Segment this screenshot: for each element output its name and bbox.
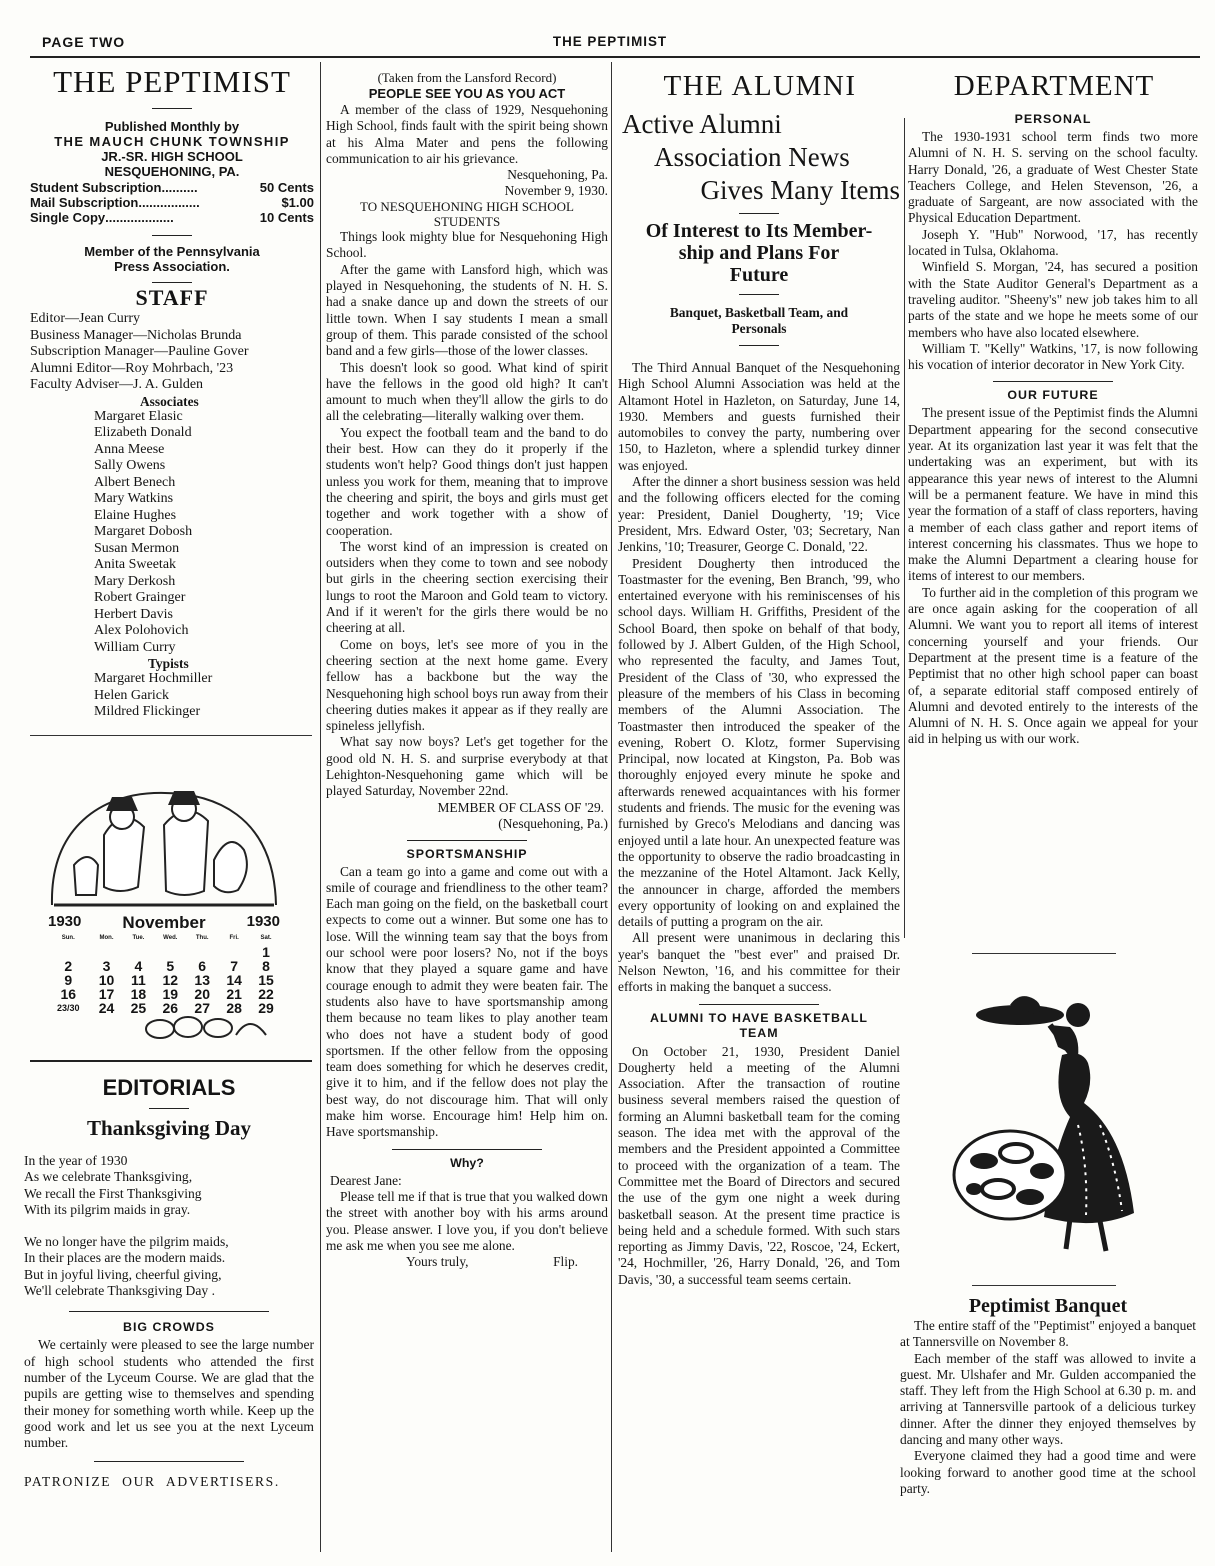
rate-dots: ................... <box>105 210 174 225</box>
poem-stanza <box>24 1153 314 1218</box>
why-sign-name: Flip. <box>553 1254 578 1270</box>
section-rule <box>972 953 1116 954</box>
calendar-day: 8 <box>262 958 270 974</box>
alumni-banner-left: THE ALUMNI <box>663 70 857 102</box>
alumni-headline-2: Association News <box>654 142 850 172</box>
divider <box>407 840 527 841</box>
alumni-headline-3: Gives Many Items <box>700 175 900 205</box>
poem-line: With its pilgrim maids in gray. <box>24 1201 191 1217</box>
section-rule <box>30 735 312 736</box>
divider <box>152 235 192 236</box>
banquet-paragraph: The entire staff of the "Peptimist" enjoyed a banquet at Tannersville on November 8. <box>900 1318 1196 1350</box>
alumni-paragraph: All present were unanimous in declaring this year's banquet the "best ever" and praised Dr. Nelson Newton, '16, and his committee for their efforts in making the banquet a success. <box>618 930 900 995</box>
divider <box>69 1311 269 1312</box>
calendar-day: 18 <box>130 986 147 1002</box>
divider <box>392 1149 542 1150</box>
calendar-week <box>46 959 282 973</box>
masthead-publisher: THE MAUCH CHUNK TOWNSHIP <box>54 134 290 149</box>
masthead-title: THE PEPTIMIST <box>53 64 291 99</box>
calendar-month: November <box>122 913 206 932</box>
calendar-week <box>46 945 282 959</box>
calendar-day: 7 <box>230 958 238 974</box>
day-name: Thu. <box>195 935 209 941</box>
staff-title: STAFF <box>135 285 209 310</box>
calendar-day: 19 <box>162 986 179 1002</box>
why-title: Why? <box>450 1155 484 1170</box>
rate-price: $1.00 <box>281 195 314 210</box>
personal-title: PERSONAL <box>1014 112 1092 126</box>
typist-name: Mildred Flickinger <box>94 704 201 719</box>
editorials-title: EDITORIALS <box>102 1075 236 1100</box>
rate-label: Student Subscription <box>30 180 162 195</box>
letter-paragraph: Come on boys, let's see more of you in the cheering section at the next home game. Every fellow has a backbone but the way the Nesquehoning high school boys run away from their cheering duties makes it appear as if they really are spineless jellyfish. <box>326 636 608 734</box>
column-1 <box>30 64 314 721</box>
alumni-banner-right: DEPARTMENT <box>953 70 1155 102</box>
staff-line: Alumni Editor—Roy Mohrbach, '23 <box>30 360 234 376</box>
letter-paragraph: You expect the football team and the band to do their best. How can they do it properly if the students won't help? Good things don't just happen unless you work for them, meaning that to improve the cheering and spirit, the boys and girls must get together and work together with a show of cooperation. <box>326 424 608 538</box>
article-title: PEOPLE SEE YOU AS YOU ACT <box>368 86 566 101</box>
personal-item: William T. "Kelly" Watkins, '17, is now following his vocation of interior decorator in New York City. <box>908 340 1198 373</box>
calendar-day <box>46 945 91 959</box>
associate-name: Mary Watkins <box>94 491 174 506</box>
poem-stanza <box>24 1234 314 1299</box>
rate-price: 10 Cents <box>259 210 314 225</box>
why-sign-closing: Yours truly, <box>406 1254 469 1270</box>
calendar-week <box>46 973 282 987</box>
associate-name: Elizabeth Donald <box>94 425 192 440</box>
column-rule <box>611 62 612 1552</box>
calendar-year: 1930 <box>246 913 280 930</box>
poem-title: Thanksgiving Day <box>87 1116 251 1140</box>
future-title: OUR FUTURE <box>1007 388 1099 403</box>
rate-label: Mail Subscription <box>30 195 139 210</box>
letter-paragraph: Things look mighty blue for Nesquehoning High School. <box>326 229 608 261</box>
divider <box>152 108 192 109</box>
calendar-day: 11 <box>130 972 146 988</box>
waitress-illustration <box>950 975 1160 1265</box>
masthead-published: Published Monthly by <box>104 119 240 134</box>
masthead-school: JR.-SR. HIGH SCHOOL <box>101 149 243 164</box>
divider <box>152 282 192 283</box>
personal-item: Joseph Y. "Hub" Norwood, '17, has recently located in Tulsa, Oklahoma. <box>908 226 1198 259</box>
personal-item: Winfield S. Morgan, '24, has secured a position with the State Auditor General's Department as a traveling auditor. "Sheeny's" new job takes him to all parts of the state and we hope he meets some of our members who have also located elsewhere. <box>908 259 1198 340</box>
big-crowds-title: BIG CROWDS <box>123 1320 215 1335</box>
day-name: Fri. <box>229 935 239 941</box>
alumni-paragraph: President Dougherty then introduced the Toastmaster for the evening, Ben Branch, '99, who entertained everyone with his reminiscenses of his school days. William H. Griffiths, President of the School Board, then spoke on behalf of that body, followed by J. Albert Gulden, of the High School, who represented the faculty, and James Tout, President of the Class of '30, who expressed the pleasure of the members of his Class in becoming members of the Alumni Association. The Toastmaster then introduced the speaker of the evening, Robert O. Klotz, former Supervising Principal, now located at Kingston, Pa. Bob was thoroughly enjoyed every minute he spoke and afterwards renewed acquaintances with his former students and friends. The music for the evening was furnished by Greco's Melodians and dancing was enjoyed until a late hour. An unexpected feature was the opportunity to observe the radio broadcasting in the mezzanine of the Hotel Altamont. Jack Kelly, the announcer in charge, afforded the members every opportunity of looking on and explained the details of putting a program on the air. <box>618 555 900 930</box>
calendar-day: 28 <box>226 1000 242 1016</box>
day-name: Wed. <box>163 935 178 941</box>
associate-name: Mary Derkosh <box>94 573 176 589</box>
letter-paragraph: The worst kind of an impression is created on outsiders when they come to town and see nobody but girls in the cheering section exercising their lungs to root the Maroon and Gold team to victory. And if it weren't for the girls there would be no cheering at all. <box>326 538 608 636</box>
associate-name: Sally Owens <box>94 458 166 473</box>
calendar-day: 16 <box>60 986 77 1002</box>
divider <box>149 1108 189 1109</box>
sportsmanship-text: Can a team go into a game and come out with a smile of courage and friendliness to the other team? Each man going on the field, on the basketball court expects to come out a winner. But some one has to lose. Will the winning team say that the boys from our school were poor losers? No, not if the boys know that they played a square game and have courage enough to admit they were beaten fair. The students also have to have sportsmanship among them because no team likes to play another team who does not have a student body of good sportsmen. If the other fellow from the opposing team does something for which he deserves credit, give it to him, and if the fellow does not play the best way, do not discourage him. That will only make him worse. Encourage him! Help him on. Have sportsmanship. <box>326 863 608 1140</box>
associate-name: Alex Polohovich <box>94 623 189 638</box>
calendar-illustration <box>44 765 284 1045</box>
calendar-day: 26 <box>162 1000 179 1016</box>
calendar-day <box>186 945 218 959</box>
calendar-day: 14 <box>226 972 242 988</box>
associate-name: Margaret Elasic <box>94 408 183 424</box>
alumni-paragraph: After the dinner a short business session was held and the following officers elected for the coming year: President, Daniel Dougherty, '19; Vice President, Mrs. Edward Oster, '03; Secretary, Nan Jenkins, '10; Treasurer, George C. Donald, '22. <box>618 474 900 555</box>
poem-line: We'll celebrate Thanksgiving Day . <box>24 1283 215 1299</box>
sportsmanship-title: SPORTSMANSHIP <box>406 846 528 861</box>
letter-signature: MEMBER OF CLASS OF '29. <box>437 799 604 815</box>
column-rule <box>904 118 905 938</box>
associate-name: Anna Meese <box>94 441 165 457</box>
calendar-day-names <box>46 931 282 945</box>
typists-title: Typists <box>148 656 189 671</box>
divider <box>739 213 779 214</box>
big-crowds-text: We certainly were pleased to see the large number of high school students who attended the first number of the Lyceum Course. We are glad that the pupils are getting wise to themselves and spending their money for something worth while. Keep up the good work and let us see you at the next Lyceum number. <box>24 1337 314 1451</box>
letter-date: November 9, 1930. <box>504 183 608 199</box>
divider <box>739 294 779 295</box>
calendar-day: 24 <box>98 1000 115 1016</box>
basketball-text: On October 21, 1930, President Daniel Dougherty held a meeting of the Alumni Association. After the transaction of routine business several members raised the question of forming an Alumni basketball team for the coming season. The idea met with the approval of the members and the President appointed a Committee to proceed with the organization of a team. The Committee met the Board of Directors and secured the use of the gym one night a week during basketball season. At the present time practice is being held and a schedule formed. With such stars reporting as Jimmy Davis, '22, Roscoe, '24, Eckert, '24, Hochmiller, '26, Harry Donald, '26, and Tom Davis, '30, a successful team seems certain. <box>618 1043 900 1287</box>
section-rule <box>972 1285 1116 1286</box>
associate-name: Albert Benech <box>94 474 176 490</box>
calendar-year: 1930 <box>48 913 82 930</box>
rate-row <box>30 210 314 225</box>
rate-row <box>30 180 314 195</box>
basketball-title: ALUMNI TO HAVE BASKETBALL TEAM <box>650 1010 868 1040</box>
calendar-day <box>154 945 186 959</box>
calendar-day: 2 <box>64 958 73 974</box>
day-name: Sat. <box>260 935 272 941</box>
day-name: Tue. <box>132 935 145 941</box>
calendar-day: 3 <box>102 958 111 974</box>
letter-signature-place: (Nesquehoning, Pa.) <box>498 815 608 831</box>
press-association: Member of the Pennsylvania Press Association. <box>84 244 260 274</box>
staff-line: Business Manager—Nicholas Brunda <box>30 327 242 343</box>
calendar-grid <box>46 931 282 1015</box>
associate-name: Robert Grainger <box>94 590 186 605</box>
day-name: Sun. <box>61 935 75 941</box>
calendar-day: 29 <box>258 1000 274 1016</box>
header-rule <box>30 56 1200 58</box>
poem-line: As we celebrate Thanksgiving, <box>24 1169 193 1185</box>
calendar-day: 5 <box>166 958 175 974</box>
calendar-day: 20 <box>194 986 210 1002</box>
calendar-day: 25 <box>130 1000 147 1016</box>
associate-name: Margaret Dobosh <box>94 524 193 539</box>
personal-item: The 1930-1931 school term finds two more Alumni of N. H. S. serving on the school faculty. Harry Donald, '26, a graduate of West Chester State Teachers College, and Helen Stevenson, '26, a graduate of Sargeant, are now associated with the Physical Education Department. <box>908 129 1198 226</box>
letter-paragraph: What say now boys? Let's get together for the good old N. H. S. and surprise everybody at that Lehighton-Nesquehoning game which will be played Saturday, November 22nd. <box>326 734 608 799</box>
rate-row <box>30 195 314 210</box>
calendar-day: 27 <box>194 1000 210 1016</box>
letter-paragraph: After the game with Lansford high, which was played in Nesquehoning, the students of N. H. S. had a snake dance up and down the streets of our little town. When I say students I mean a small group of them. This parade consisted of the school band and a few girls—those of the lower classes. <box>326 261 608 359</box>
calendar-week <box>46 1001 282 1015</box>
column-2 <box>326 70 608 1270</box>
calendar-day: 15 <box>258 972 274 988</box>
calendar-day: 23/30 <box>57 1003 80 1013</box>
alumni-subhead-2: ship and Plans For <box>678 242 840 264</box>
article-intro: A member of the class of 1929, Nesquehoning High School, finds fault with the spirit being shown at his Alma Mater and pens the following communication to air his grievance. <box>326 102 608 166</box>
why-signature <box>326 1254 608 1270</box>
future-paragraph: The present issue of the Peptimist finds the Alumni Department appearing for the second consecutive year. At its organization last year it was felt that the undertaking was an experiment, but with its appearance this year news of interest to the Alumni will be a permanent feature. We have in mind this year the formation of a staff of class reporters, having a member of each class gather and report items of interest concerning his classmates. Thus we hope to make the Alumni Department a clearing house for items of interest to our members. <box>908 405 1198 584</box>
associate-name: Herbert Davis <box>94 606 173 622</box>
letter-place: Nesquehoning, Pa. <box>507 167 608 183</box>
column-rule <box>320 62 321 1552</box>
typist-name: Helen Garick <box>94 687 170 703</box>
pumpkins-drawing <box>140 1015 280 1041</box>
calendar-day: 21 <box>226 986 242 1002</box>
poem-line: We no longer have the pilgrim maids, <box>24 1234 229 1250</box>
rate-dots: ................. <box>138 195 200 210</box>
calendar-day: 22 <box>258 986 274 1002</box>
calendar-week <box>46 987 282 1001</box>
article-source: (Taken from the Lansford Record) <box>377 70 557 85</box>
letter-salutation: TO NESQUEHONING HIGH SCHOOL STUDENTS <box>360 199 574 230</box>
editorials-section <box>24 1074 314 1490</box>
day-name: Mon. <box>99 935 114 941</box>
associate-name: William Curry <box>94 639 176 655</box>
banquet-section <box>900 1294 1196 1497</box>
calendar-day: 13 <box>194 972 210 988</box>
why-text: Please tell me if that is true that you walked down the street with another boy with his arms around you. Please answer. I love you, if you don't believe me ask me when you see me alone. <box>326 1188 608 1253</box>
page-number: PAGE TWO <box>42 34 126 50</box>
banquet-paragraph: Everyone claimed they had a good time and were looking forward to another good time at the school party. <box>900 1448 1196 1496</box>
rate-label: Single Copy <box>30 210 106 225</box>
calendar-day: 6 <box>198 958 207 974</box>
staff-line: Subscription Manager—Pauline Gover <box>30 344 249 359</box>
calendar-day: 9 <box>64 972 73 988</box>
associates-title: Associates <box>140 393 199 409</box>
alumni-headline-1: Active Alumni <box>622 109 782 139</box>
alumni-subhead-3: Future <box>729 264 789 286</box>
typist-name: Margaret Hochmiller <box>94 671 213 686</box>
calendar-day: 17 <box>98 986 115 1002</box>
associate-name: Anita Sweetak <box>94 557 177 572</box>
calendar-day <box>218 945 250 959</box>
alumni-paragraph: The Third Annual Banquet of the Nesquehoning High School Alumni Association was held at the Altamont Hotel in Hazleton, on Saturday, June 14, 1930. Members and guests furnished their automobiles to convey the party, numbering over 150, to Hazleton, where a splendid turkey dinner was enjoyed. <box>618 360 900 473</box>
future-paragraph: To further aid in the completion of this program we are once again asking for the cooperation of all Alumni. We want you to report all items of interest concerning yourself and your friends. Our Department at the present time is a feature of the Peptimist that no other high school paper can boast of, a separate editorial staff composed entirely of Alumni and devoted entirely to the interests of the Alumni of N. H. S. Once again we appeal for your aid in helping us with our work. <box>908 584 1198 747</box>
banquet-title: Peptimist Banquet <box>968 1295 1128 1317</box>
letter-paragraph: This doesn't look so good. What kind of spirit have the fellows in the good old high? It can't amount to much when they'll allow the girls to do all the celebrating—literally walking over them. <box>326 359 608 424</box>
rate-dots: .......... <box>161 180 198 195</box>
associate-name: Elaine Hughes <box>94 507 177 523</box>
calendar-header <box>48 913 280 933</box>
divider <box>94 1461 244 1462</box>
poem-line: We recall the First Thanksgiving <box>24 1185 202 1201</box>
alumni-subhead-1: Of Interest to Its Member- <box>645 220 873 242</box>
masthead-location: NESQUEHONING, PA. <box>104 164 240 179</box>
rate-price: 50 Cents <box>259 180 314 195</box>
calendar-day: 10 <box>98 972 115 988</box>
associate-name: Susan Mermon <box>94 540 180 556</box>
pilgrims-drawing <box>44 765 284 910</box>
why-greeting: Dearest Jane: <box>330 1172 402 1188</box>
section-rule <box>30 1060 312 1062</box>
poem-line: But in joyful living, cheerful giving, <box>24 1266 222 1282</box>
calendar-day: 12 <box>162 972 179 988</box>
divider <box>993 381 1113 382</box>
poem-line: In the year of 1930 <box>24 1153 128 1168</box>
running-title: THE PEPTIMIST <box>552 34 668 49</box>
calendar-day <box>91 945 123 959</box>
divider <box>739 345 779 346</box>
column-3 <box>618 108 900 1288</box>
patronize-line: PATRONIZE OUR ADVERTISERS. <box>24 1474 280 1490</box>
calendar-day: 4 <box>134 958 143 974</box>
staff-line: Faculty Adviser—J. A. Gulden <box>30 377 204 392</box>
divider <box>699 1004 819 1005</box>
alumni-deck: Banquet, Basketball Team, and Personals <box>669 305 849 336</box>
calendar-day: 1 <box>262 944 270 960</box>
calendar-day <box>122 945 154 959</box>
staff-line: Editor—Jean Curry <box>30 311 141 326</box>
banquet-paragraph: Each member of the staff was allowed to invite a guest. Mr. Ulshafer and Mr. Gulden accompanied the staff. They left from the High School at 6.30 p. m. and arriving at Tannersville partook of a delicious turkey dinner. After the dinner they enjoyed themselves by dancing and many other ways. <box>900 1350 1196 1448</box>
poem-line: In their places are the modern maids. <box>24 1250 226 1266</box>
subscription-rates <box>30 180 314 225</box>
column-4 <box>908 112 1198 748</box>
